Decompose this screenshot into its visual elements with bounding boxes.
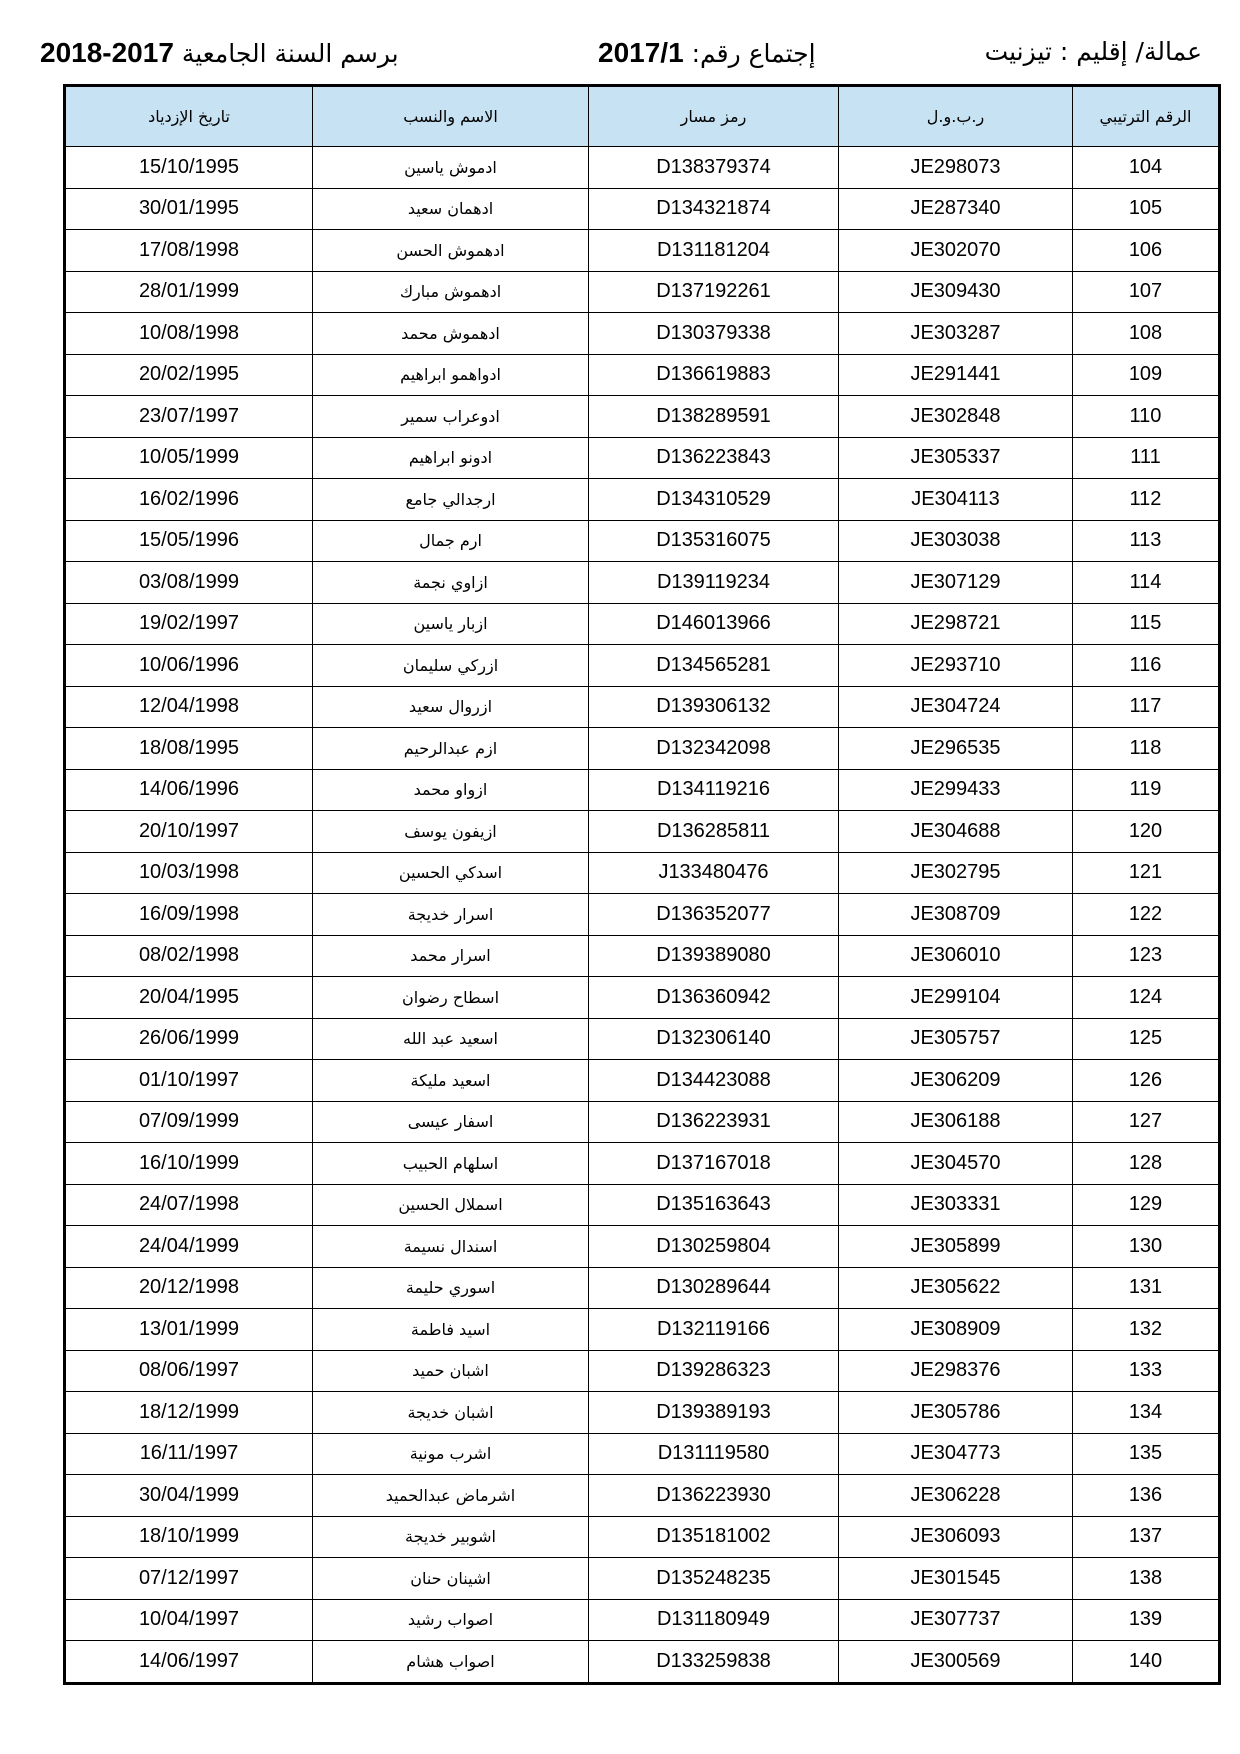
massar-code-cell: D135181002 xyxy=(589,1516,839,1558)
name-cell: ادونو ابراهيم xyxy=(313,437,589,479)
table-row xyxy=(65,147,1220,189)
dob-cell: 10/03/1998 xyxy=(65,852,313,894)
name-cell: اشبان حميد xyxy=(313,1350,589,1392)
meeting-label: إجتماع رقم: xyxy=(691,39,816,68)
cin-cell: JE306228 xyxy=(839,1475,1073,1517)
seq-number-cell: 105 xyxy=(1073,188,1220,230)
massar-code-cell: D146013966 xyxy=(589,603,839,645)
cin-cell: JE299433 xyxy=(839,769,1073,811)
name-cell: اسعيد عبد الله xyxy=(313,1018,589,1060)
seq-number-cell: 128 xyxy=(1073,1143,1220,1185)
massar-code-cell: D134119216 xyxy=(589,769,839,811)
dob-cell: 24/07/1998 xyxy=(65,1184,313,1226)
cin-cell: JE301545 xyxy=(839,1558,1073,1600)
dob-cell: 30/04/1999 xyxy=(65,1475,313,1517)
cin-cell: JE308909 xyxy=(839,1309,1073,1351)
cin-cell: JE306093 xyxy=(839,1516,1073,1558)
col-header-seq: الرقم الترتيبي xyxy=(1073,86,1220,147)
name-cell: ازواو محمد xyxy=(313,769,589,811)
table-row xyxy=(65,645,1220,687)
massar-code-cell: D139306132 xyxy=(589,686,839,728)
name-cell: اسعيد مليكة xyxy=(313,1060,589,1102)
cin-cell: JE305786 xyxy=(839,1392,1073,1434)
massar-code-cell: D133259838 xyxy=(589,1641,839,1684)
dob-cell: 16/11/1997 xyxy=(65,1433,313,1475)
table-row xyxy=(65,1392,1220,1434)
name-cell: اسدكي الحسين xyxy=(313,852,589,894)
name-cell: اسفار عيسى xyxy=(313,1101,589,1143)
seq-number-cell: 126 xyxy=(1073,1060,1220,1102)
dob-cell: 26/06/1999 xyxy=(65,1018,313,1060)
col-header-dob: تاريخ الإزدياد xyxy=(65,86,313,147)
cin-cell: JE298073 xyxy=(839,147,1073,189)
dob-cell: 12/04/1998 xyxy=(65,686,313,728)
table-row xyxy=(65,1143,1220,1185)
massar-code-cell: D132342098 xyxy=(589,728,839,770)
seq-number-cell: 109 xyxy=(1073,354,1220,396)
massar-code-cell: D137192261 xyxy=(589,271,839,313)
dob-cell: 16/02/1996 xyxy=(65,479,313,521)
seq-number-cell: 125 xyxy=(1073,1018,1220,1060)
name-cell: اسملال الحسين xyxy=(313,1184,589,1226)
seq-number-cell: 127 xyxy=(1073,1101,1220,1143)
table-row xyxy=(65,1641,1220,1684)
table-row xyxy=(65,811,1220,853)
massar-code-cell: D138289591 xyxy=(589,396,839,438)
cin-cell: JE298376 xyxy=(839,1350,1073,1392)
seq-number-cell: 106 xyxy=(1073,230,1220,272)
dob-cell: 10/08/1998 xyxy=(65,313,313,355)
massar-code-cell: D134310529 xyxy=(589,479,839,521)
cin-cell: JE305622 xyxy=(839,1267,1073,1309)
cin-cell: JE307737 xyxy=(839,1599,1073,1641)
seq-number-cell: 108 xyxy=(1073,313,1220,355)
table-row xyxy=(65,1475,1220,1517)
seq-number-cell: 124 xyxy=(1073,977,1220,1019)
massar-code-cell: D135163643 xyxy=(589,1184,839,1226)
seq-number-cell: 120 xyxy=(1073,811,1220,853)
dob-cell: 10/04/1997 xyxy=(65,1599,313,1641)
name-cell: اشبان خديجة xyxy=(313,1392,589,1434)
cin-cell: JE287340 xyxy=(839,188,1073,230)
dob-cell: 20/10/1997 xyxy=(65,811,313,853)
cin-cell: JE305899 xyxy=(839,1226,1073,1268)
cin-cell: JE299104 xyxy=(839,977,1073,1019)
table-row xyxy=(65,769,1220,811)
massar-code-cell: D132306140 xyxy=(589,1018,839,1060)
table-row xyxy=(65,1267,1220,1309)
massar-code-cell: D139389193 xyxy=(589,1392,839,1434)
seq-number-cell: 139 xyxy=(1073,1599,1220,1641)
meeting-number: 2017/1 xyxy=(598,37,684,68)
dob-cell: 03/08/1999 xyxy=(65,562,313,604)
dob-cell: 08/02/1998 xyxy=(65,935,313,977)
table-row xyxy=(65,562,1220,604)
massar-code-cell: D137167018 xyxy=(589,1143,839,1185)
table-header-row xyxy=(65,86,1220,147)
cin-cell: JE303038 xyxy=(839,520,1073,562)
seq-number-cell: 137 xyxy=(1073,1516,1220,1558)
name-cell: اسلهام الحبيب xyxy=(313,1143,589,1185)
name-cell: ادهموش محمد xyxy=(313,313,589,355)
table-row xyxy=(65,1018,1220,1060)
massar-code-cell: D130379338 xyxy=(589,313,839,355)
table-row xyxy=(65,852,1220,894)
table-row xyxy=(65,977,1220,1019)
name-cell: اسوري حليمة xyxy=(313,1267,589,1309)
dob-cell: 10/06/1996 xyxy=(65,645,313,687)
seq-number-cell: 115 xyxy=(1073,603,1220,645)
seq-number-cell: 135 xyxy=(1073,1433,1220,1475)
cin-cell: JE306209 xyxy=(839,1060,1073,1102)
cin-cell: JE302848 xyxy=(839,396,1073,438)
name-cell: اسندال نسيمة xyxy=(313,1226,589,1268)
cin-cell: JE304724 xyxy=(839,686,1073,728)
cin-cell: JE304113 xyxy=(839,479,1073,521)
col-header-cin: ر.ب.و.ل xyxy=(839,86,1073,147)
name-cell: ازم عبدالرحيم xyxy=(313,728,589,770)
massar-code-cell: D136360942 xyxy=(589,977,839,1019)
col-header-massar: رمز مسار xyxy=(589,86,839,147)
name-cell: اسيد فاطمة xyxy=(313,1309,589,1351)
seq-number-cell: 117 xyxy=(1073,686,1220,728)
name-cell: اسطاح رضوان xyxy=(313,977,589,1019)
dob-cell: 16/10/1999 xyxy=(65,1143,313,1185)
massar-code-cell: D139119234 xyxy=(589,562,839,604)
cin-cell: JE305337 xyxy=(839,437,1073,479)
seq-number-cell: 107 xyxy=(1073,271,1220,313)
dob-cell: 20/04/1995 xyxy=(65,977,313,1019)
seq-number-cell: 138 xyxy=(1073,1558,1220,1600)
massar-code-cell: D136285811 xyxy=(589,811,839,853)
cin-cell: JE291441 xyxy=(839,354,1073,396)
cin-cell: JE304688 xyxy=(839,811,1073,853)
seq-number-cell: 123 xyxy=(1073,935,1220,977)
name-cell: ادوعراب سمير xyxy=(313,396,589,438)
dob-cell: 08/06/1997 xyxy=(65,1350,313,1392)
dob-cell: 16/09/1998 xyxy=(65,894,313,936)
name-cell: ادواهمو ابراهيم xyxy=(313,354,589,396)
seq-number-cell: 118 xyxy=(1073,728,1220,770)
cin-cell: JE306188 xyxy=(839,1101,1073,1143)
dob-cell: 01/10/1997 xyxy=(65,1060,313,1102)
seq-number-cell: 111 xyxy=(1073,437,1220,479)
cin-cell: JE305757 xyxy=(839,1018,1073,1060)
seq-number-cell: 134 xyxy=(1073,1392,1220,1434)
seq-number-cell: 131 xyxy=(1073,1267,1220,1309)
dob-cell: 18/08/1995 xyxy=(65,728,313,770)
massar-code-cell: D136223843 xyxy=(589,437,839,479)
table-row xyxy=(65,603,1220,645)
massar-code-cell: D136223931 xyxy=(589,1101,839,1143)
table-row xyxy=(65,1309,1220,1351)
table-row xyxy=(65,479,1220,521)
dob-cell: 07/09/1999 xyxy=(65,1101,313,1143)
table-row xyxy=(65,437,1220,479)
name-cell: ارجدالي جامع xyxy=(313,479,589,521)
massar-code-cell: J133480476 xyxy=(589,852,839,894)
table-row xyxy=(65,520,1220,562)
cin-cell: JE296535 xyxy=(839,728,1073,770)
name-cell: اشوبير خديجة xyxy=(313,1516,589,1558)
name-cell: ادموش ياسين xyxy=(313,147,589,189)
table-row xyxy=(65,1433,1220,1475)
massar-code-cell: D131180949 xyxy=(589,1599,839,1641)
dob-cell: 15/10/1995 xyxy=(65,147,313,189)
table-row xyxy=(65,1060,1220,1102)
massar-code-cell: D131119580 xyxy=(589,1433,839,1475)
table-row xyxy=(65,1516,1220,1558)
region-label xyxy=(985,37,1202,66)
table-row xyxy=(65,728,1220,770)
seq-number-cell: 136 xyxy=(1073,1475,1220,1517)
name-cell: اصواب رشيد xyxy=(313,1599,589,1641)
academic-year-value: 2018-2017 xyxy=(40,37,174,68)
seq-number-cell: 112 xyxy=(1073,479,1220,521)
seq-number-cell: 119 xyxy=(1073,769,1220,811)
table-row xyxy=(65,894,1220,936)
seq-number-cell: 132 xyxy=(1073,1309,1220,1351)
massar-code-cell: D130259804 xyxy=(589,1226,839,1268)
table-row xyxy=(65,313,1220,355)
seq-number-cell: 122 xyxy=(1073,894,1220,936)
cin-cell: JE302795 xyxy=(839,852,1073,894)
table-row xyxy=(65,1558,1220,1600)
table-row xyxy=(65,354,1220,396)
academic-year-label: برسم السنة الجامعية xyxy=(181,39,399,68)
cin-cell: JE304773 xyxy=(839,1433,1073,1475)
dob-cell: 23/07/1997 xyxy=(65,396,313,438)
massar-code-cell: D135316075 xyxy=(589,520,839,562)
table-row xyxy=(65,188,1220,230)
region-text: عمالة/ إقليم : تيزنيت xyxy=(984,37,1202,66)
massar-code-cell: D136352077 xyxy=(589,894,839,936)
table-row xyxy=(65,230,1220,272)
name-cell: ادهمان سعيد xyxy=(313,188,589,230)
massar-code-cell: D134423088 xyxy=(589,1060,839,1102)
dob-cell: 13/01/1999 xyxy=(65,1309,313,1351)
academic-year xyxy=(40,37,399,69)
col-header-name: الاسم والنسب xyxy=(313,86,589,147)
cin-cell: JE302070 xyxy=(839,230,1073,272)
seq-number-cell: 110 xyxy=(1073,396,1220,438)
dob-cell: 07/12/1997 xyxy=(65,1558,313,1600)
massar-code-cell: D134321874 xyxy=(589,188,839,230)
seq-number-cell: 133 xyxy=(1073,1350,1220,1392)
table-row xyxy=(65,1101,1220,1143)
dob-cell: 30/01/1995 xyxy=(65,188,313,230)
name-cell: اسرار محمد xyxy=(313,935,589,977)
meeting-info xyxy=(598,37,816,69)
name-cell: ازركي سليمان xyxy=(313,645,589,687)
seq-number-cell: 114 xyxy=(1073,562,1220,604)
dob-cell: 18/10/1999 xyxy=(65,1516,313,1558)
cin-cell: JE303331 xyxy=(839,1184,1073,1226)
name-cell: اسرار خديجة xyxy=(313,894,589,936)
seq-number-cell: 113 xyxy=(1073,520,1220,562)
cin-cell: JE306010 xyxy=(839,935,1073,977)
dob-cell: 18/12/1999 xyxy=(65,1392,313,1434)
massar-code-cell: D134565281 xyxy=(589,645,839,687)
name-cell: ادهموش الحسن xyxy=(313,230,589,272)
dob-cell: 10/05/1999 xyxy=(65,437,313,479)
massar-code-cell: D131181204 xyxy=(589,230,839,272)
dob-cell: 19/02/1997 xyxy=(65,603,313,645)
massar-code-cell: D136619883 xyxy=(589,354,839,396)
table-row xyxy=(65,271,1220,313)
seq-number-cell: 129 xyxy=(1073,1184,1220,1226)
massar-code-cell: D138379374 xyxy=(589,147,839,189)
table-row xyxy=(65,1350,1220,1392)
name-cell: ادهموش مبارك xyxy=(313,271,589,313)
cin-cell: JE307129 xyxy=(839,562,1073,604)
table-body xyxy=(65,147,1220,1684)
massar-code-cell: D135248235 xyxy=(589,1558,839,1600)
dob-cell: 20/02/1995 xyxy=(65,354,313,396)
massar-code-cell: D139389080 xyxy=(589,935,839,977)
students-table xyxy=(63,84,1221,1685)
cin-cell: JE298721 xyxy=(839,603,1073,645)
page-header xyxy=(0,0,1240,90)
name-cell: ازاوي نجمة xyxy=(313,562,589,604)
seq-number-cell: 140 xyxy=(1073,1641,1220,1684)
cin-cell: JE304570 xyxy=(839,1143,1073,1185)
name-cell: ارم جمال xyxy=(313,520,589,562)
dob-cell: 28/01/1999 xyxy=(65,271,313,313)
seq-number-cell: 116 xyxy=(1073,645,1220,687)
dob-cell: 24/04/1999 xyxy=(65,1226,313,1268)
cin-cell: JE308709 xyxy=(839,894,1073,936)
table-row xyxy=(65,396,1220,438)
table-row xyxy=(65,1226,1220,1268)
table-row xyxy=(65,935,1220,977)
name-cell: اشرب مونية xyxy=(313,1433,589,1475)
massar-code-cell: D130289644 xyxy=(589,1267,839,1309)
name-cell: اشينان حنان xyxy=(313,1558,589,1600)
name-cell: ازروال سعيد xyxy=(313,686,589,728)
cin-cell: JE303287 xyxy=(839,313,1073,355)
dob-cell: 14/06/1996 xyxy=(65,769,313,811)
name-cell: اصواب هشام xyxy=(313,1641,589,1684)
dob-cell: 17/08/1998 xyxy=(65,230,313,272)
cin-cell: JE293710 xyxy=(839,645,1073,687)
dob-cell: 20/12/1998 xyxy=(65,1267,313,1309)
name-cell: اشرماض عبدالحميد xyxy=(313,1475,589,1517)
name-cell: ازبار ياسين xyxy=(313,603,589,645)
table-row xyxy=(65,1184,1220,1226)
seq-number-cell: 121 xyxy=(1073,852,1220,894)
table-row xyxy=(65,686,1220,728)
massar-code-cell: D139286323 xyxy=(589,1350,839,1392)
seq-number-cell: 104 xyxy=(1073,147,1220,189)
massar-code-cell: D132119166 xyxy=(589,1309,839,1351)
name-cell: ازيفون يوسف xyxy=(313,811,589,853)
cin-cell: JE300569 xyxy=(839,1641,1073,1684)
dob-cell: 15/05/1996 xyxy=(65,520,313,562)
table-row xyxy=(65,1599,1220,1641)
cin-cell: JE309430 xyxy=(839,271,1073,313)
dob-cell: 14/06/1997 xyxy=(65,1641,313,1684)
seq-number-cell: 130 xyxy=(1073,1226,1220,1268)
massar-code-cell: D136223930 xyxy=(589,1475,839,1517)
